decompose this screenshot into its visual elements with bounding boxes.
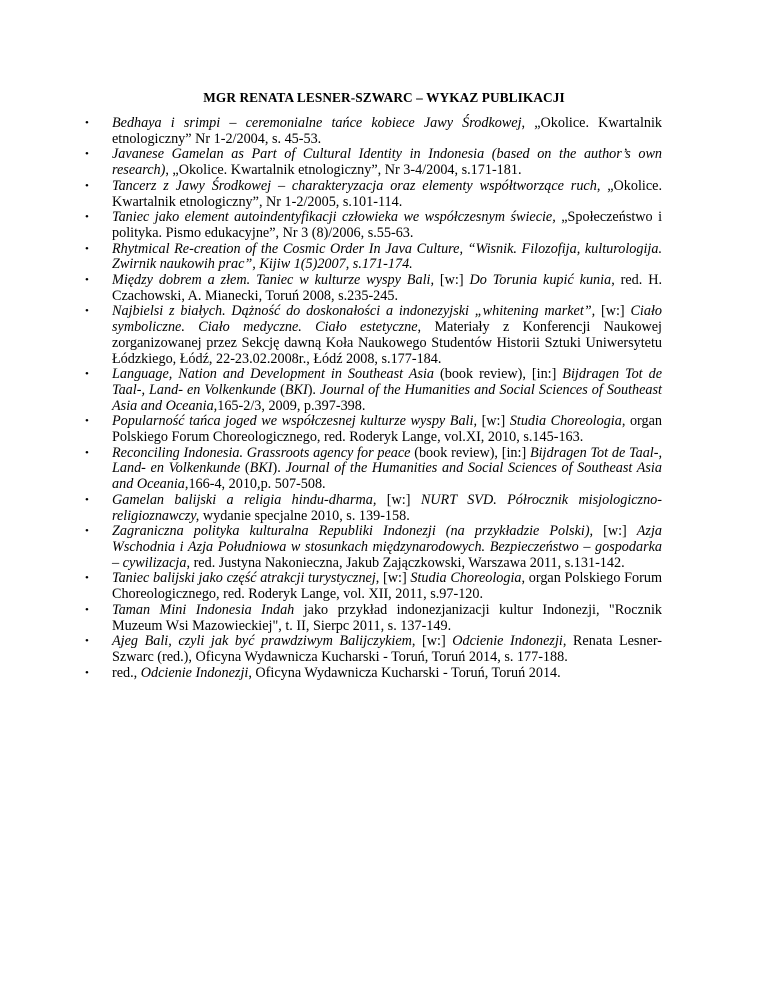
publication-text-segment: [w:] xyxy=(434,272,470,289)
publication-item xyxy=(85,523,662,571)
bullet-icon: • xyxy=(85,603,89,616)
publication-title-segment: Language, Nation and Development in Southeast Asia xyxy=(112,366,435,383)
publication-text-segment: „Społeczeństwo i polityka. Pismo edukacyjne”, Nr 3 (8)/2006, s.55-63. xyxy=(112,209,663,241)
publication-title-segment: Taman Mini Indonesia Indah xyxy=(112,601,295,618)
publication-title-segment: Taniec jako element autoindentyfikacji człowieka we współczesnym świecie, xyxy=(112,209,556,226)
publication-title-segment: Journal of the Humanities and Social Sciences of Southeast Asia and Oceania, xyxy=(112,381,662,414)
publication-text-segment: [w:] xyxy=(595,303,631,320)
publication-item xyxy=(85,209,663,241)
publication-text-segment: [w:] xyxy=(376,491,421,508)
publication-text-segment: red., xyxy=(112,664,141,681)
bullet-icon: • xyxy=(85,572,89,585)
publication-item xyxy=(85,570,663,603)
publication-text-segment: [w:] xyxy=(477,413,510,430)
page-title: MGR RENATA LESNER-SZWARC – WYKAZ PUBLIKACJI xyxy=(203,90,565,105)
publication-title-segment: Do Torunia kupić kunia xyxy=(469,272,612,289)
publication-text-segment: , „Okolice. Kwartalnik etnologiczny” Nr 1-2/2004, s. 45-53. xyxy=(112,115,663,147)
publication-title-segment: Ciało symboliczne. Ciało medyczne. Ciało estetyczne xyxy=(112,303,662,336)
publication-title-segment: Tancerz z Jawy Środkowej – charakteryzacja oraz elementy współtworzące ruch xyxy=(112,177,597,194)
publication-item xyxy=(85,272,662,304)
publication-item xyxy=(85,444,663,493)
publication-text-segment: , Renata Lesner-Szwarc (red.), Oficyna Wydawnicza Kucharski - Toruń, Toruń 2014, s. 177-188. xyxy=(112,633,662,665)
publication-title-segment: Bijdragen Tot de Taal-, Land- en Volkenkunde xyxy=(112,444,663,477)
publication-title-segment: Studia Choreologia xyxy=(410,570,522,587)
publication-title-segment: Journal of the Humanities and Social Sciences of Southeast Asia and Oceania xyxy=(112,460,662,493)
publication-title-segment: Rhytmical Re-creation of the Cosmic Order In Java Culture, “Wisnik. Filozofija, kulturologija. Zwirnik naukowih prac”, Kijiw 1(5)2007, s.171-174. xyxy=(112,240,662,273)
publication-title-segment: BKI xyxy=(284,381,308,398)
bullet-icon: • xyxy=(85,274,89,287)
publication-text-segment: wydanie specjalne 2010, s. 139-158. xyxy=(199,507,410,524)
publication-title-segment: Studia Choreologia xyxy=(509,413,622,430)
bullet-icon: • xyxy=(85,666,89,679)
publication-text-segment: , red. Justyna Nakonieczna, Jakub Zajączkowski, Warszawa 2011, s.131-142. xyxy=(186,554,625,571)
publication-text-segment: , „Okolice. Kwartalnik etnologiczny”, Nr 3-4/2004, s.171-181. xyxy=(165,162,522,179)
publication-text-segment: , organ Polskiego Forum Choreologicznego, red. Roderyk Lange, vol. XII, 2011, s.97-120. xyxy=(112,570,663,603)
bullet-icon: • xyxy=(85,179,89,192)
publication-title-segment: Gamelan balijski a religia hindu-dharma, xyxy=(112,491,377,508)
publication-title-segment: Javanese Gamelan as Part of Cultural Identity in Indonesia (based on the author’s own research) xyxy=(112,146,662,179)
publication-title-segment: Reconciling Indonesia. Grassroots agency for peace xyxy=(112,444,411,461)
publication-text-segment: [w:] xyxy=(593,523,637,540)
publication-title-segment: Najbielsi z białych. Dążność do doskonałości a indonezyjski „whitening market”, xyxy=(112,303,596,320)
publication-text-segment: , [w:] xyxy=(375,570,411,587)
publication-text-segment: , Oficyna Wydawnicza Kucharski - Toruń, Toruń 2014. xyxy=(248,664,561,681)
publication-item xyxy=(85,115,663,147)
publication-text-segment: ( xyxy=(240,460,250,477)
publication-item xyxy=(85,240,662,273)
publication-title-segment: Ajeg Bali, czyli jak być prawdziwym Balijczykiem xyxy=(112,633,412,650)
publication-title-segment: Bedhaya i srimpi – ceremonialne tańce kobiece Jawy Środkowej xyxy=(112,115,522,131)
publication-item xyxy=(85,633,662,665)
bullet-icon: • xyxy=(85,117,89,129)
publication-text-segment: , Materiały z Konferencji Naukowej zorganizowanej przez Sekcję dawną Koła Naukowego Studentów Historii Sztuki Uniwersytetu Łódzkiego, Łódź, 22-23.02.2008r., Łódź 2008, s.177-184. xyxy=(112,319,662,367)
publication-text-segment: (book review), [in:] xyxy=(410,444,530,461)
publication-title-segment: Odcienie Indonezji xyxy=(140,664,249,681)
publication-title-segment: NURT SVD. Półrocznik misjologiczno-religioznawczy, xyxy=(112,491,662,524)
publication-item xyxy=(85,366,662,414)
publication-text-segment: ). xyxy=(307,381,321,398)
bullet-icon: • xyxy=(85,415,89,428)
publication-title-segment: BKI xyxy=(249,460,273,477)
publication-title-segment: Zagraniczna polityka kulturalna Republiki Indonezji (na przykładzie Polski), xyxy=(112,523,594,540)
bullet-icon: • xyxy=(85,242,89,255)
bullet-icon: • xyxy=(85,368,89,381)
publication-list xyxy=(85,115,663,681)
publication-text-segment: jako przykład indonezjanizacji kultur Indonezji, "Rocznik Muzeum Wsi Mazowieckiej", t. II, Sierpc 2011, s. 137-149. xyxy=(112,601,663,634)
publication-title-segment: Między dobrem a złem. Taniec w kulturze wyspy Bali, xyxy=(112,272,435,289)
bullet-icon: • xyxy=(85,635,89,648)
publication-title-segment: Taniec balijski jako część atrakcji turystycznej xyxy=(112,570,376,587)
publication-text-segment: , organ Polskiego Forum Choreologicznego, red. Roderyk Lange, vol.XI, 2010, s.145-163. xyxy=(112,413,663,446)
bullet-icon: • xyxy=(85,525,89,538)
publication-title-segment: Popularność tańca joged we współczesnej kulturze wyspy Bali, xyxy=(112,413,477,430)
publication-item xyxy=(85,146,662,179)
bullet-icon: • xyxy=(85,148,89,161)
publication-text-segment: , red. H. Czachowski, A. Mianecki, Toruń 2008, s.235-245. xyxy=(112,272,662,304)
publication-title-segment: Azja Wschodnia i Azja Południowa w stosunkach międzynarodowych. Bezpieczeństwo – gospodarka – cywilizacja xyxy=(112,523,662,571)
publication-item xyxy=(85,177,662,210)
publication-title-segment: Odcienie Indonezji xyxy=(452,633,563,650)
publication-item xyxy=(85,601,663,634)
publication-item xyxy=(85,664,662,682)
publication-title-segment: Bijdragen Tot de Taal-, Land- en Volkenkunde xyxy=(112,366,662,398)
bullet-icon: • xyxy=(85,211,89,224)
publication-text-segment: ( xyxy=(276,381,285,398)
publication-item xyxy=(85,491,662,524)
publication-item xyxy=(85,413,663,446)
bullet-icon: • xyxy=(85,493,89,506)
publication-text-segment: ). xyxy=(272,460,286,477)
bullet-icon: • xyxy=(85,305,89,318)
publication-text-segment: 165-2/3, 2009, p.397-398. xyxy=(217,397,366,414)
publication-text-segment: , [w:] xyxy=(411,633,453,650)
publication-text-segment: ,166-4, 2010,p. 507-508. xyxy=(184,476,326,493)
publication-text-segment: (book review), [in:] xyxy=(434,366,563,383)
bullet-icon: • xyxy=(85,446,89,459)
publication-item xyxy=(85,303,662,367)
publication-text-segment: , „Okolice. Kwartalnik etnologiczny”, Nr 1-2/2005, s.101-114. xyxy=(112,177,662,210)
